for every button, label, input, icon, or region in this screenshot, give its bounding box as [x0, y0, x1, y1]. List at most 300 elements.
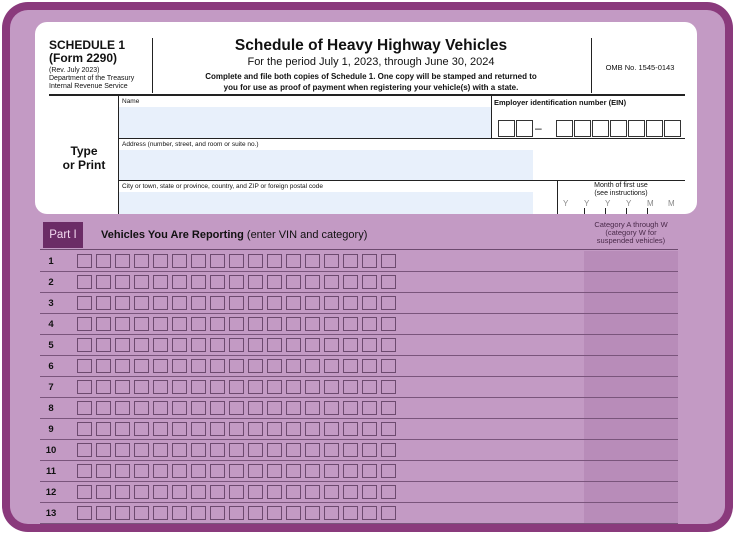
- vin-char-box[interactable]: [172, 275, 187, 289]
- vin-char-box[interactable]: [115, 485, 130, 499]
- vin-char-box[interactable]: [96, 359, 111, 373]
- vin-char-box[interactable]: [305, 380, 320, 394]
- vin-char-box[interactable]: [229, 275, 244, 289]
- category-cell[interactable]: [584, 293, 678, 314]
- category-header-line-3: suspended vehicles): [596, 236, 666, 245]
- vin-char-box[interactable]: [286, 380, 301, 394]
- instruction-line-1: Complete and file both copies of Schedule 1. One copy will be stamped and returned to: [205, 72, 537, 81]
- vin-char-box[interactable]: [286, 359, 301, 373]
- vin-char-box[interactable]: [343, 422, 358, 436]
- vin-char-box[interactable]: [172, 254, 187, 268]
- vin-char-box[interactable]: [134, 317, 149, 331]
- divider: [584, 208, 585, 214]
- vin-char-box[interactable]: [305, 464, 320, 478]
- vehicle-row: [40, 377, 678, 398]
- vin-char-box[interactable]: [248, 296, 263, 310]
- vin-char-box[interactable]: [77, 464, 92, 478]
- category-cell[interactable]: [584, 377, 678, 398]
- vin-char-box[interactable]: [172, 464, 187, 478]
- vin-char-box[interactable]: [96, 485, 111, 499]
- city-field[interactable]: [119, 192, 533, 214]
- vin-char-box[interactable]: [77, 254, 92, 268]
- month-letter: Y: [626, 199, 632, 208]
- vin-char-box[interactable]: [115, 380, 130, 394]
- vin-char-box[interactable]: [210, 422, 225, 436]
- vin-char-box[interactable]: [286, 422, 301, 436]
- vin-char-box[interactable]: [267, 359, 282, 373]
- vin-char-box[interactable]: [248, 275, 263, 289]
- vin-char-box[interactable]: [286, 443, 301, 457]
- vin-char-box[interactable]: [210, 317, 225, 331]
- vin-char-box[interactable]: [248, 443, 263, 457]
- vin-char-box[interactable]: [343, 380, 358, 394]
- vin-char-box[interactable]: [191, 359, 206, 373]
- category-header-line-2: (category W for: [605, 228, 657, 237]
- vin-char-box[interactable]: [77, 380, 92, 394]
- category-header: [584, 221, 678, 245]
- vin-char-box[interactable]: [172, 380, 187, 394]
- vin-char-box[interactable]: [248, 464, 263, 478]
- omb-number: OMB No. 1545-0143: [605, 63, 675, 72]
- vin-char-box[interactable]: [96, 443, 111, 457]
- vin-char-box[interactable]: [381, 338, 396, 352]
- vin-char-box[interactable]: [96, 401, 111, 415]
- vin-char-box[interactable]: [96, 317, 111, 331]
- vin-char-box[interactable]: [172, 485, 187, 499]
- vehicle-row: [40, 335, 678, 356]
- vin-char-box[interactable]: [381, 422, 396, 436]
- vin-char-box[interactable]: [115, 401, 130, 415]
- vin-char-box[interactable]: [286, 317, 301, 331]
- vin-char-box[interactable]: [191, 464, 206, 478]
- category-cell[interactable]: [584, 440, 678, 461]
- vin-char-box[interactable]: [286, 275, 301, 289]
- vin-char-box[interactable]: [153, 485, 168, 499]
- category-cell[interactable]: [584, 272, 678, 293]
- schedule-title: SCHEDULE 1: [49, 38, 126, 52]
- vin-char-box[interactable]: [381, 317, 396, 331]
- vin-char-box[interactable]: [362, 422, 377, 436]
- vin-char-box[interactable]: [324, 401, 339, 415]
- vin-char-box[interactable]: [210, 338, 225, 352]
- vin-char-box[interactable]: [134, 359, 149, 373]
- category-cell[interactable]: [584, 482, 678, 503]
- vin-char-box[interactable]: [324, 380, 339, 394]
- vin-char-box[interactable]: [153, 506, 168, 520]
- vin-char-box[interactable]: [153, 296, 168, 310]
- vin-char-box[interactable]: [343, 359, 358, 373]
- vin-char-box[interactable]: [381, 359, 396, 373]
- vin-char-box[interactable]: [153, 401, 168, 415]
- address-field[interactable]: [119, 150, 533, 180]
- agency-name: Internal Revenue Service: [49, 83, 128, 90]
- vin-char-box[interactable]: [324, 317, 339, 331]
- department-name: Department of the Treasury: [49, 75, 135, 82]
- vin-char-box[interactable]: [248, 485, 263, 499]
- vin-char-box[interactable]: [191, 254, 206, 268]
- vin-char-box[interactable]: [77, 485, 92, 499]
- vin-char-box[interactable]: [115, 443, 130, 457]
- vin-char-box[interactable]: [305, 275, 320, 289]
- vin-char-box[interactable]: [134, 443, 149, 457]
- vin-char-box[interactable]: [229, 359, 244, 373]
- ein-digit-box[interactable]: [516, 120, 533, 137]
- vin-char-box[interactable]: [267, 464, 282, 478]
- vin-char-box[interactable]: [248, 338, 263, 352]
- vehicle-row: [40, 272, 678, 293]
- city-label: City or town, state or province, country, and ZIP or foreign postal code: [122, 183, 323, 190]
- vin-char-box[interactable]: [229, 254, 244, 268]
- vin-char-box[interactable]: [305, 422, 320, 436]
- vin-char-box[interactable]: [286, 401, 301, 415]
- vin-char-box[interactable]: [77, 422, 92, 436]
- vin-char-box[interactable]: [362, 359, 377, 373]
- month-letter: M: [647, 199, 654, 208]
- divider: [491, 95, 492, 138]
- vin-char-box[interactable]: [134, 338, 149, 352]
- vin-char-box[interactable]: [96, 254, 111, 268]
- category-cell[interactable]: [584, 356, 678, 377]
- vin-char-box[interactable]: [153, 422, 168, 436]
- row-number: 8: [48, 403, 54, 414]
- vin-char-box[interactable]: [115, 422, 130, 436]
- vin-char-box[interactable]: [153, 443, 168, 457]
- vin-char-box[interactable]: [343, 338, 358, 352]
- vin-char-box[interactable]: [324, 485, 339, 499]
- vin-char-box[interactable]: [305, 317, 320, 331]
- part-title-sub: (enter VIN and category): [246, 229, 368, 241]
- vin-char-box[interactable]: [286, 485, 301, 499]
- vin-char-box[interactable]: [210, 296, 225, 310]
- vin-char-box[interactable]: [172, 317, 187, 331]
- vin-char-box[interactable]: [267, 296, 282, 310]
- vin-char-box[interactable]: [191, 401, 206, 415]
- vin-char-box[interactable]: [381, 485, 396, 499]
- vin-char-box[interactable]: [96, 506, 111, 520]
- vin-char-box[interactable]: [115, 296, 130, 310]
- vin-char-box[interactable]: [267, 317, 282, 331]
- revision-date: (Rev. July 2023): [49, 67, 100, 74]
- vin-char-box[interactable]: [210, 401, 225, 415]
- header-rule: [49, 94, 685, 96]
- divider: [605, 208, 606, 214]
- vin-char-box[interactable]: [324, 464, 339, 478]
- vin-char-box[interactable]: [134, 380, 149, 394]
- vin-char-box[interactable]: [324, 254, 339, 268]
- category-cell[interactable]: [584, 461, 678, 482]
- vin-char-box[interactable]: [96, 338, 111, 352]
- vin-char-box[interactable]: [229, 296, 244, 310]
- vin-char-box[interactable]: [77, 359, 92, 373]
- vin-char-box[interactable]: [134, 275, 149, 289]
- vin-char-box[interactable]: [191, 443, 206, 457]
- vin-char-box[interactable]: [191, 338, 206, 352]
- month-first-use-label: [559, 182, 683, 198]
- vin-char-box[interactable]: [134, 422, 149, 436]
- vin-char-box[interactable]: [305, 506, 320, 520]
- vin-char-box[interactable]: [267, 485, 282, 499]
- vin-char-box[interactable]: [324, 422, 339, 436]
- name-field[interactable]: [119, 107, 491, 138]
- vin-char-box[interactable]: [134, 401, 149, 415]
- vin-char-box[interactable]: [77, 506, 92, 520]
- vin-char-box[interactable]: [362, 401, 377, 415]
- vin-char-box[interactable]: [267, 338, 282, 352]
- vin-char-box[interactable]: [191, 485, 206, 499]
- row-number: 5: [48, 340, 54, 351]
- vin-char-box[interactable]: [210, 380, 225, 394]
- vin-char-box[interactable]: [229, 506, 244, 520]
- month-letter: M: [668, 199, 675, 208]
- ein-digit-box[interactable]: [556, 120, 573, 137]
- vin-char-box[interactable]: [305, 443, 320, 457]
- vin-char-box[interactable]: [267, 254, 282, 268]
- vin-char-box[interactable]: [153, 317, 168, 331]
- form-number: (Form 2290): [49, 51, 118, 65]
- vin-char-box[interactable]: [191, 296, 206, 310]
- vin-char-box[interactable]: [286, 464, 301, 478]
- vin-char-box[interactable]: [324, 296, 339, 310]
- vin-char-box[interactable]: [210, 485, 225, 499]
- vin-char-box[interactable]: [305, 359, 320, 373]
- ein-digit-box[interactable]: [592, 120, 609, 137]
- part-header-rule: [40, 249, 678, 250]
- ein-digit-box[interactable]: [574, 120, 591, 137]
- vin-char-box[interactable]: [153, 380, 168, 394]
- row-rule: [40, 523, 678, 524]
- ein-digit-box[interactable]: [610, 120, 627, 137]
- vehicle-row: [40, 398, 678, 419]
- vin-char-box[interactable]: [96, 422, 111, 436]
- vin-char-box[interactable]: [191, 422, 206, 436]
- vin-char-box[interactable]: [153, 464, 168, 478]
- vin-char-box[interactable]: [172, 443, 187, 457]
- vin-char-box[interactable]: [324, 359, 339, 373]
- vin-char-box[interactable]: [267, 380, 282, 394]
- vin-char-box[interactable]: [229, 485, 244, 499]
- vin-char-box[interactable]: [267, 275, 282, 289]
- category-cell[interactable]: [584, 419, 678, 440]
- vin-char-box[interactable]: [267, 401, 282, 415]
- month-letter: Y: [605, 199, 611, 208]
- vin-char-box[interactable]: [191, 506, 206, 520]
- vin-char-box[interactable]: [134, 254, 149, 268]
- vin-char-box[interactable]: [115, 464, 130, 478]
- vin-char-box[interactable]: [381, 275, 396, 289]
- name-label: Name: [122, 98, 140, 105]
- vin-char-box[interactable]: [96, 296, 111, 310]
- month-label-line-2: (see instructions): [594, 190, 648, 197]
- vin-char-box[interactable]: [153, 254, 168, 268]
- row-number: 11: [45, 466, 57, 477]
- vin-char-box[interactable]: [229, 317, 244, 331]
- vin-char-box[interactable]: [77, 443, 92, 457]
- vin-char-box[interactable]: [324, 275, 339, 289]
- vin-char-box[interactable]: [248, 401, 263, 415]
- vin-char-box[interactable]: [267, 443, 282, 457]
- vin-char-box[interactable]: [134, 296, 149, 310]
- ein-digit-box[interactable]: [628, 120, 645, 137]
- vin-char-box[interactable]: [191, 275, 206, 289]
- vehicle-row: [40, 356, 678, 377]
- form-header-card: [35, 22, 697, 214]
- vin-char-box[interactable]: [286, 506, 301, 520]
- tax-period: For the period July 1, 2023, through June 30, 2024: [247, 56, 495, 68]
- vin-char-box[interactable]: [362, 443, 377, 457]
- vin-char-box[interactable]: [172, 359, 187, 373]
- vin-char-box[interactable]: [229, 401, 244, 415]
- vin-char-box[interactable]: [343, 401, 358, 415]
- vin-char-box[interactable]: [134, 485, 149, 499]
- vin-char-box[interactable]: [362, 485, 377, 499]
- vin-char-box[interactable]: [343, 317, 358, 331]
- part-title-main: Vehicles You Are Reporting: [101, 229, 244, 241]
- vin-char-box[interactable]: [381, 506, 396, 520]
- vin-char-box[interactable]: [248, 422, 263, 436]
- month-label-line-1: Month of first use: [594, 182, 648, 189]
- vin-char-box[interactable]: [362, 506, 377, 520]
- vin-char-box[interactable]: [191, 380, 206, 394]
- vin-char-box[interactable]: [172, 401, 187, 415]
- vin-char-box[interactable]: [381, 380, 396, 394]
- vin-char-box[interactable]: [343, 296, 358, 310]
- or-print-label: or Print: [62, 158, 106, 172]
- vin-char-box[interactable]: [362, 338, 377, 352]
- vin-char-box[interactable]: [324, 443, 339, 457]
- vin-char-box[interactable]: [172, 296, 187, 310]
- month-letter: Y: [563, 199, 569, 208]
- vin-char-box[interactable]: [248, 380, 263, 394]
- category-cell[interactable]: [584, 314, 678, 335]
- vin-char-box[interactable]: [77, 296, 92, 310]
- vin-char-box[interactable]: [134, 506, 149, 520]
- vin-char-box[interactable]: [362, 254, 377, 268]
- vin-char-box[interactable]: [115, 338, 130, 352]
- ein-digit-box[interactable]: [646, 120, 663, 137]
- vin-char-box[interactable]: [381, 296, 396, 310]
- vin-char-box[interactable]: [172, 506, 187, 520]
- row-number: 9: [48, 424, 54, 435]
- vin-char-box[interactable]: [153, 359, 168, 373]
- vin-char-box[interactable]: [96, 464, 111, 478]
- vin-char-box[interactable]: [210, 506, 225, 520]
- vin-char-box[interactable]: [229, 338, 244, 352]
- vin-char-box[interactable]: [210, 359, 225, 373]
- category-cell[interactable]: [584, 335, 678, 356]
- vin-char-box[interactable]: [229, 464, 244, 478]
- vin-char-box[interactable]: [96, 275, 111, 289]
- vin-char-box[interactable]: [134, 464, 149, 478]
- vin-char-box[interactable]: [305, 401, 320, 415]
- vin-char-box[interactable]: [115, 506, 130, 520]
- vin-char-box[interactable]: [324, 338, 339, 352]
- vin-char-box[interactable]: [77, 338, 92, 352]
- row-number: 10: [45, 445, 57, 456]
- vin-char-box[interactable]: [172, 422, 187, 436]
- vin-char-box[interactable]: [381, 443, 396, 457]
- vin-char-box[interactable]: [305, 338, 320, 352]
- vin-char-box[interactable]: [286, 254, 301, 268]
- vin-char-box[interactable]: [362, 380, 377, 394]
- vin-char-box[interactable]: [77, 317, 92, 331]
- vin-char-box[interactable]: [286, 338, 301, 352]
- vin-char-box[interactable]: [153, 275, 168, 289]
- vin-char-box[interactable]: [191, 317, 206, 331]
- divider: [591, 38, 592, 93]
- category-cell[interactable]: [584, 398, 678, 419]
- vin-char-box[interactable]: [172, 338, 187, 352]
- row-number: 3: [48, 298, 54, 309]
- vehicle-row: [40, 251, 678, 272]
- month-letter: Y: [584, 199, 590, 208]
- vehicle-row: [40, 503, 678, 524]
- vin-char-box[interactable]: [343, 443, 358, 457]
- vin-char-box[interactable]: [210, 443, 225, 457]
- type-label: Type: [70, 144, 98, 158]
- vin-char-box[interactable]: [248, 506, 263, 520]
- vin-char-box[interactable]: [362, 317, 377, 331]
- vin-char-box[interactable]: [248, 254, 263, 268]
- divider: [626, 208, 627, 214]
- vin-char-box[interactable]: [286, 296, 301, 310]
- vin-char-box[interactable]: [210, 254, 225, 268]
- vin-char-box[interactable]: [324, 506, 339, 520]
- category-cell[interactable]: [584, 251, 678, 272]
- vin-char-box[interactable]: [343, 275, 358, 289]
- ein-digit-box[interactable]: [498, 120, 515, 137]
- vin-char-box[interactable]: [77, 401, 92, 415]
- vin-char-box[interactable]: [267, 506, 282, 520]
- row-number: 4: [48, 319, 54, 330]
- vin-char-box[interactable]: [115, 359, 130, 373]
- vin-char-box[interactable]: [248, 359, 263, 373]
- vin-char-box[interactable]: [305, 254, 320, 268]
- vin-char-box[interactable]: [343, 254, 358, 268]
- vin-char-box[interactable]: [77, 275, 92, 289]
- vin-char-box[interactable]: [362, 296, 377, 310]
- vin-char-box[interactable]: [343, 506, 358, 520]
- vin-char-box[interactable]: [229, 422, 244, 436]
- vin-char-box[interactable]: [362, 464, 377, 478]
- vin-char-box[interactable]: [115, 275, 130, 289]
- vin-char-box[interactable]: [343, 485, 358, 499]
- ein-digit-box[interactable]: [664, 120, 681, 137]
- vin-char-box[interactable]: [305, 296, 320, 310]
- vin-char-box[interactable]: [381, 401, 396, 415]
- instruction-line-2: you for use as proof of payment when registering your vehicle(s) with a state.: [223, 83, 519, 92]
- vin-char-box[interactable]: [381, 464, 396, 478]
- vin-char-box[interactable]: [96, 380, 111, 394]
- vin-char-box[interactable]: [210, 275, 225, 289]
- vin-char-box[interactable]: [381, 254, 396, 268]
- vin-char-box[interactable]: [343, 464, 358, 478]
- vin-char-box[interactable]: [115, 317, 130, 331]
- divider: [557, 180, 558, 214]
- row-rule: [119, 180, 685, 181]
- vin-char-box[interactable]: [210, 464, 225, 478]
- vin-char-box[interactable]: [248, 317, 263, 331]
- vin-char-box[interactable]: [153, 338, 168, 352]
- category-cell[interactable]: [584, 503, 678, 524]
- row-rule: [119, 138, 685, 139]
- vin-char-box[interactable]: [229, 443, 244, 457]
- vin-char-box[interactable]: [305, 485, 320, 499]
- vin-char-box[interactable]: [362, 275, 377, 289]
- form-title: Schedule of Heavy Highway Vehicles: [234, 37, 508, 54]
- vin-char-box[interactable]: [229, 380, 244, 394]
- vin-char-box[interactable]: [267, 422, 282, 436]
- vin-char-box[interactable]: [115, 254, 130, 268]
